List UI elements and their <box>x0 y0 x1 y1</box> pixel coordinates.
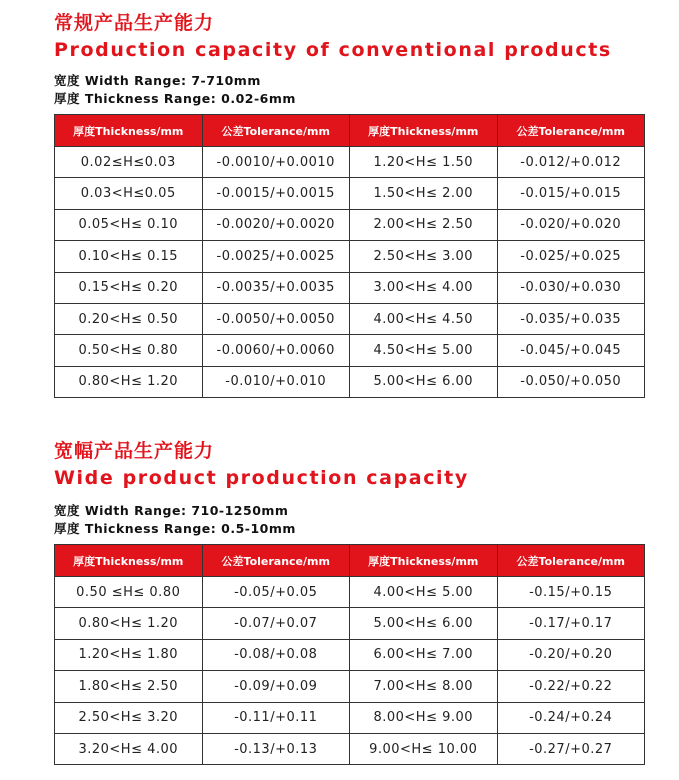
table-row <box>55 241 645 272</box>
thickness-cell: 4.00<H≤ 4.50 <box>350 303 498 334</box>
table-row <box>55 639 645 670</box>
tolerance-cell: -0.0035/+0.0035 <box>202 272 350 303</box>
thickness-cell: 1.20<H≤ 1.50 <box>350 147 498 178</box>
table-row <box>55 303 645 334</box>
thickness-cell: 0.80<H≤ 1.20 <box>55 608 203 639</box>
conventional-thickness-range: 厚度 Thickness Range: 0.02-6mm <box>54 91 296 106</box>
tolerance-cell: -0.050/+0.050 <box>497 366 645 397</box>
tolerance-cell: -0.025/+0.025 <box>497 241 645 272</box>
tolerance-cell: -0.0050/+0.0050 <box>202 303 350 334</box>
table-row <box>55 272 645 303</box>
wide-thickness-range: 厚度 Thickness Range: 0.5-10mm <box>54 521 296 536</box>
table-header-row <box>55 545 645 577</box>
tolerance-cell: -0.20/+0.20 <box>497 639 645 670</box>
thickness-cell: 1.50<H≤ 2.00 <box>350 178 498 209</box>
wide-title-cn: 宽幅产品生产能力 <box>54 440 215 462</box>
tolerance-cell: -0.27/+0.27 <box>497 733 645 764</box>
table-row <box>55 209 645 240</box>
tolerance-cell: -0.0025/+0.0025 <box>202 241 350 272</box>
tolerance-cell: -0.0015/+0.0015 <box>202 178 350 209</box>
tolerance-cell: -0.035/+0.035 <box>497 303 645 334</box>
tolerance-cell: -0.17/+0.17 <box>497 608 645 639</box>
tolerance-cell: -0.045/+0.045 <box>497 335 645 366</box>
wide-width-range: 宽度 Width Range: 710-1250mm <box>54 503 289 518</box>
table-row <box>55 577 645 608</box>
tolerance-cell: -0.0010/+0.0010 <box>202 147 350 178</box>
thickness-cell: 0.10<H≤ 0.15 <box>55 241 203 272</box>
thickness-cell: 5.00<H≤ 6.00 <box>350 366 498 397</box>
table-row <box>55 733 645 764</box>
column-header: 厚度Thickness/mm <box>55 545 203 577</box>
table-row <box>55 702 645 733</box>
thickness-cell: 2.50<H≤ 3.00 <box>350 241 498 272</box>
tolerance-cell: -0.012/+0.012 <box>497 147 645 178</box>
conventional-section <box>54 12 645 398</box>
column-header: 公差Tolerance/mm <box>202 115 350 147</box>
conventional-width-range: 宽度 Width Range: 7-710mm <box>54 73 261 88</box>
tolerance-cell: -0.015/+0.015 <box>497 178 645 209</box>
table-row <box>55 335 645 366</box>
table-row <box>55 671 645 702</box>
tolerance-cell: -0.08/+0.08 <box>202 639 350 670</box>
tolerance-cell: -0.05/+0.05 <box>202 577 350 608</box>
thickness-cell: 4.00<H≤ 5.00 <box>350 577 498 608</box>
tolerance-cell: -0.030/+0.030 <box>497 272 645 303</box>
thickness-cell: 2.00<H≤ 2.50 <box>350 209 498 240</box>
conventional-title-en: Production capacity of conventional products <box>54 39 612 61</box>
thickness-cell: 3.20<H≤ 4.00 <box>55 733 203 764</box>
table-header-row <box>55 115 645 147</box>
thickness-cell: 3.00<H≤ 4.00 <box>350 272 498 303</box>
table-row <box>55 147 645 178</box>
tolerance-cell: -0.22/+0.22 <box>497 671 645 702</box>
thickness-cell: 0.05<H≤ 0.10 <box>55 209 203 240</box>
tolerance-cell: -0.0060/+0.0060 <box>202 335 350 366</box>
tolerance-cell: -0.0020/+0.0020 <box>202 209 350 240</box>
wide-table <box>54 544 645 765</box>
table-row <box>55 366 645 397</box>
tolerance-cell: -0.09/+0.09 <box>202 671 350 702</box>
thickness-cell: 2.50<H≤ 3.20 <box>55 702 203 733</box>
column-header: 厚度Thickness/mm <box>350 115 498 147</box>
thickness-cell: 0.20<H≤ 0.50 <box>55 303 203 334</box>
thickness-cell: 7.00<H≤ 8.00 <box>350 671 498 702</box>
tolerance-cell: -0.020/+0.020 <box>497 209 645 240</box>
conventional-table <box>54 114 645 398</box>
wide-section <box>54 440 645 765</box>
thickness-cell: 9.00<H≤ 10.00 <box>350 733 498 764</box>
column-header: 厚度Thickness/mm <box>350 545 498 577</box>
tolerance-cell: -0.07/+0.07 <box>202 608 350 639</box>
thickness-cell: 5.00<H≤ 6.00 <box>350 608 498 639</box>
table-row <box>55 178 645 209</box>
column-header: 厚度Thickness/mm <box>55 115 203 147</box>
thickness-cell: 0.03<H≤0.05 <box>55 178 203 209</box>
column-header: 公差Tolerance/mm <box>497 115 645 147</box>
thickness-cell: 4.50<H≤ 5.00 <box>350 335 498 366</box>
wide-title-en: Wide product production capacity <box>54 467 469 489</box>
thickness-cell: 6.00<H≤ 7.00 <box>350 639 498 670</box>
thickness-cell: 0.15<H≤ 0.20 <box>55 272 203 303</box>
thickness-cell: 8.00<H≤ 9.00 <box>350 702 498 733</box>
tolerance-cell: -0.15/+0.15 <box>497 577 645 608</box>
column-header: 公差Tolerance/mm <box>202 545 350 577</box>
table-row <box>55 608 645 639</box>
tolerance-cell: -0.24/+0.24 <box>497 702 645 733</box>
tolerance-cell: -0.11/+0.11 <box>202 702 350 733</box>
thickness-cell: 1.80<H≤ 2.50 <box>55 671 203 702</box>
tolerance-cell: -0.010/+0.010 <box>202 366 350 397</box>
thickness-cell: 0.50<H≤ 0.80 <box>55 335 203 366</box>
thickness-cell: 0.80<H≤ 1.20 <box>55 366 203 397</box>
column-header: 公差Tolerance/mm <box>497 545 645 577</box>
conventional-title-cn: 常规产品生产能力 <box>54 12 215 34</box>
tolerance-cell: -0.13/+0.13 <box>202 733 350 764</box>
thickness-cell: 0.50 ≤H≤ 0.80 <box>55 577 203 608</box>
thickness-cell: 0.02≤H≤0.03 <box>55 147 203 178</box>
thickness-cell: 1.20<H≤ 1.80 <box>55 639 203 670</box>
